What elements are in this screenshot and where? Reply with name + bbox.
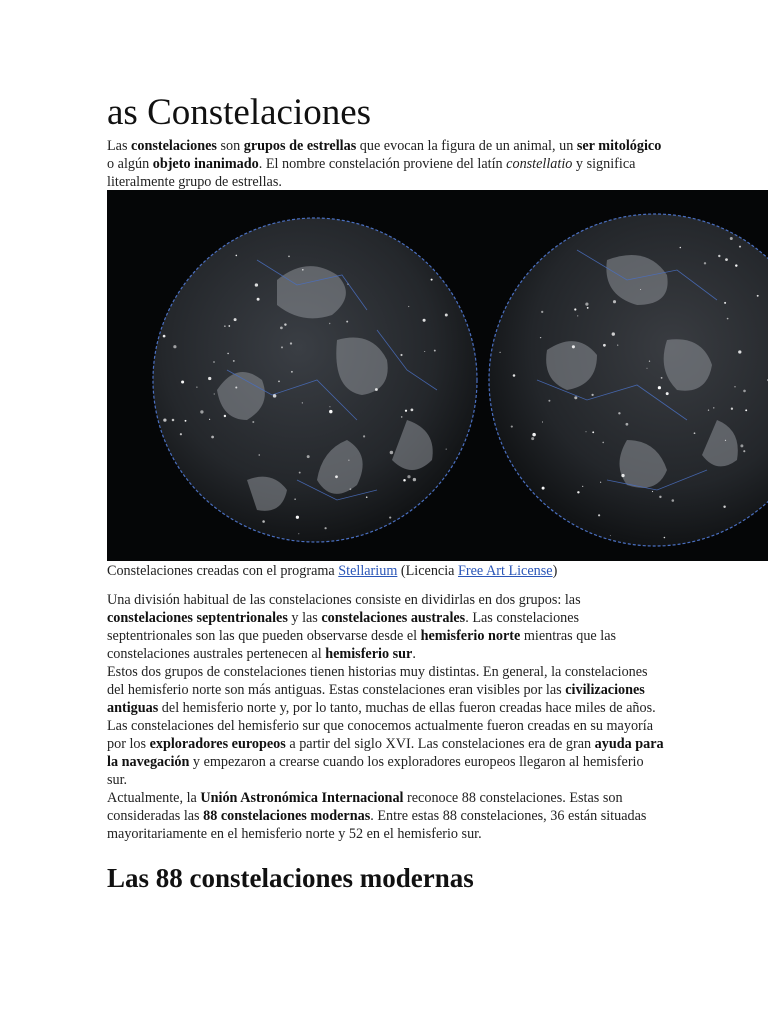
text-run: Las (107, 138, 132, 154)
star (299, 472, 301, 474)
star (610, 535, 611, 536)
star (602, 442, 604, 444)
star (708, 410, 709, 411)
star (725, 258, 728, 261)
star (618, 412, 620, 414)
star (288, 256, 290, 258)
star (582, 486, 583, 487)
star (724, 302, 726, 304)
star (348, 460, 349, 461)
star (255, 283, 258, 286)
star (745, 409, 747, 411)
text-run: que evocan la figura de un animal, un (356, 138, 577, 154)
star (329, 406, 330, 407)
bold-term: exploradores europeos (149, 736, 286, 752)
star (408, 306, 409, 307)
star (172, 419, 175, 422)
star (649, 361, 650, 362)
star (617, 344, 618, 345)
star (302, 269, 304, 271)
star (235, 386, 237, 388)
celestial-spheres-illustration (107, 190, 768, 561)
star (214, 393, 215, 394)
italic-term: constellatio (506, 156, 573, 172)
page-title: as Constelaciones (107, 92, 372, 133)
star (640, 289, 641, 290)
bold-term: constelaciones (131, 138, 217, 154)
text-run: Las constelaciones del hemisferio sur que conocemos actualmente fueron creadas en su mayoría por los (107, 718, 654, 752)
star (513, 374, 516, 377)
star (291, 371, 293, 373)
star (591, 394, 593, 396)
star (366, 496, 368, 498)
star (273, 394, 277, 398)
paragraph-iau (107, 789, 667, 843)
star (196, 386, 197, 387)
star (531, 437, 534, 440)
figure-caption (107, 562, 557, 580)
star (298, 533, 299, 534)
star (757, 295, 759, 297)
star (659, 496, 661, 498)
star (302, 402, 303, 403)
paragraph-hemisphere-division (107, 591, 667, 663)
star (646, 368, 647, 369)
star (424, 351, 425, 352)
intro-paragraph (107, 137, 667, 191)
star (680, 247, 682, 249)
star (621, 474, 624, 477)
star (259, 454, 260, 455)
bold-term: civilizaciones antiguas (107, 682, 645, 716)
star (401, 416, 403, 418)
star (574, 308, 576, 310)
star (284, 323, 286, 325)
star (173, 345, 176, 348)
bold-term: Unión Astronómica Internacional (200, 790, 404, 806)
paragraph-southern (107, 717, 667, 789)
section-heading: Las 88 constelaciones modernas (107, 863, 474, 893)
star (446, 448, 447, 449)
star (585, 303, 588, 306)
star (731, 408, 733, 410)
star (431, 279, 433, 281)
star (262, 520, 265, 523)
text-run: Actualmente, la (107, 790, 201, 806)
constellations-image (107, 190, 768, 561)
text-run: mientras que las constelaciones australes pertenecen al (107, 628, 617, 662)
text-run: Una división habitual de las constelaciones consiste en dividirlas en dos grupos: las (107, 592, 581, 608)
text-run: . Las constelaciones septentrionales son las que pueden observarse desde el (107, 610, 580, 644)
star (740, 444, 743, 447)
body-text (107, 591, 667, 843)
text-run: . Entre estas 88 constelaciones, 36 están situadas mayoritariamente en el hemisferio norte y 52 en el hemisferio sur. (107, 808, 647, 842)
star (211, 436, 214, 439)
star (228, 325, 230, 327)
star (739, 246, 741, 248)
bold-term: 88 constelaciones modernas (203, 808, 371, 824)
text-run: del hemisferio norte y, por lo tanto, muchas de ellas fueron creadas hace miles de años. (158, 700, 656, 716)
star (329, 323, 330, 324)
star (626, 423, 629, 426)
star (375, 388, 378, 391)
text-run: o algún (107, 156, 153, 172)
star (209, 419, 210, 420)
star (725, 440, 726, 441)
star (403, 479, 406, 482)
star (718, 255, 720, 257)
star (592, 431, 594, 433)
star (713, 407, 714, 408)
stellarium-link[interactable]: Stellarium (338, 563, 398, 579)
star (307, 455, 310, 458)
star (511, 426, 513, 428)
text-run: . (412, 646, 416, 662)
star (727, 318, 729, 320)
bold-term: hemisferio sur (325, 646, 413, 662)
star (294, 499, 295, 500)
star (600, 482, 601, 483)
star (296, 516, 299, 519)
star (542, 421, 543, 422)
star (335, 475, 338, 478)
star (423, 319, 426, 322)
star (413, 478, 416, 481)
star (532, 433, 536, 437)
star (390, 451, 393, 454)
star (612, 332, 615, 335)
text-run: . El nombre constelación proviene del latín (258, 156, 507, 172)
star (347, 283, 348, 284)
star (598, 514, 600, 516)
star (290, 342, 292, 344)
star (405, 410, 407, 412)
star (541, 311, 543, 313)
star (735, 264, 737, 266)
star (664, 537, 666, 539)
star (445, 314, 448, 317)
star (658, 386, 661, 389)
bold-term: constelaciones septentrionales (107, 610, 288, 626)
bold-term: objeto inanimado (152, 156, 259, 172)
star (400, 354, 402, 356)
star (411, 409, 414, 412)
star (163, 418, 166, 421)
star (577, 491, 579, 493)
text-run: reconoce 88 constelaciones. Estas son consideradas las (107, 790, 623, 824)
star (252, 421, 254, 423)
star (324, 527, 326, 529)
star (236, 255, 238, 257)
star (723, 505, 725, 507)
star (743, 390, 746, 393)
text-run: son (216, 138, 244, 154)
star (363, 435, 365, 437)
paragraph-histories (107, 663, 667, 717)
star (704, 262, 706, 264)
star (208, 377, 211, 380)
bold-term: constelaciones australes (321, 610, 466, 626)
bold-term: ser mitológico (576, 138, 662, 154)
star (613, 300, 616, 303)
star (738, 350, 741, 353)
bold-term: ayuda para la navegación (107, 736, 664, 770)
star (224, 415, 226, 417)
text-run: y las (287, 610, 322, 626)
star (224, 325, 225, 326)
star (257, 298, 260, 301)
star (694, 432, 696, 434)
star (548, 400, 550, 402)
star (346, 321, 348, 323)
bold-term: grupos de estrellas (243, 138, 357, 154)
text-run: a partir del siglo XVI. Las constelaciones era de gran (285, 736, 595, 752)
star (661, 377, 663, 379)
caption-text: ) (552, 563, 558, 579)
star (280, 327, 283, 330)
star (586, 431, 587, 432)
star (329, 410, 332, 413)
star (499, 352, 500, 353)
text-run: y significa literalmente grupo de estrellas. (107, 156, 636, 190)
star (407, 475, 410, 478)
star (163, 335, 166, 338)
star (278, 381, 280, 383)
caption-text: Constelaciones creadas con el programa (107, 563, 339, 579)
star (730, 237, 733, 240)
star (540, 337, 541, 338)
star (572, 345, 575, 348)
star (577, 315, 578, 316)
star (389, 517, 391, 519)
star (234, 318, 237, 321)
star (349, 488, 351, 490)
star (603, 344, 606, 347)
star (652, 491, 653, 492)
star (743, 450, 745, 452)
star (587, 307, 589, 309)
star (281, 346, 283, 348)
star (180, 433, 182, 435)
bold-term: hemisferio norte (420, 628, 521, 644)
star (200, 410, 203, 413)
text-run: y empezaron a crearse cuando los exploradores europeos llegaron al hemisferio sur. (107, 754, 644, 788)
caption-text: (Licencia (397, 563, 459, 579)
star (233, 360, 235, 362)
free-art-license-link[interactable]: Free Art License (458, 563, 553, 579)
star (574, 396, 577, 399)
star (672, 499, 675, 502)
text-run: Estos dos grupos de constelaciones tienen historias muy distintas. En general, la constelaciones del hemisferio norte son más antiguas. Estas constelaciones eran visibles por las (107, 664, 648, 698)
star (227, 353, 228, 354)
star (666, 392, 669, 395)
star (434, 350, 436, 352)
star (181, 380, 184, 383)
star (213, 361, 214, 362)
star (185, 420, 187, 422)
star (734, 386, 735, 387)
star (542, 487, 545, 490)
